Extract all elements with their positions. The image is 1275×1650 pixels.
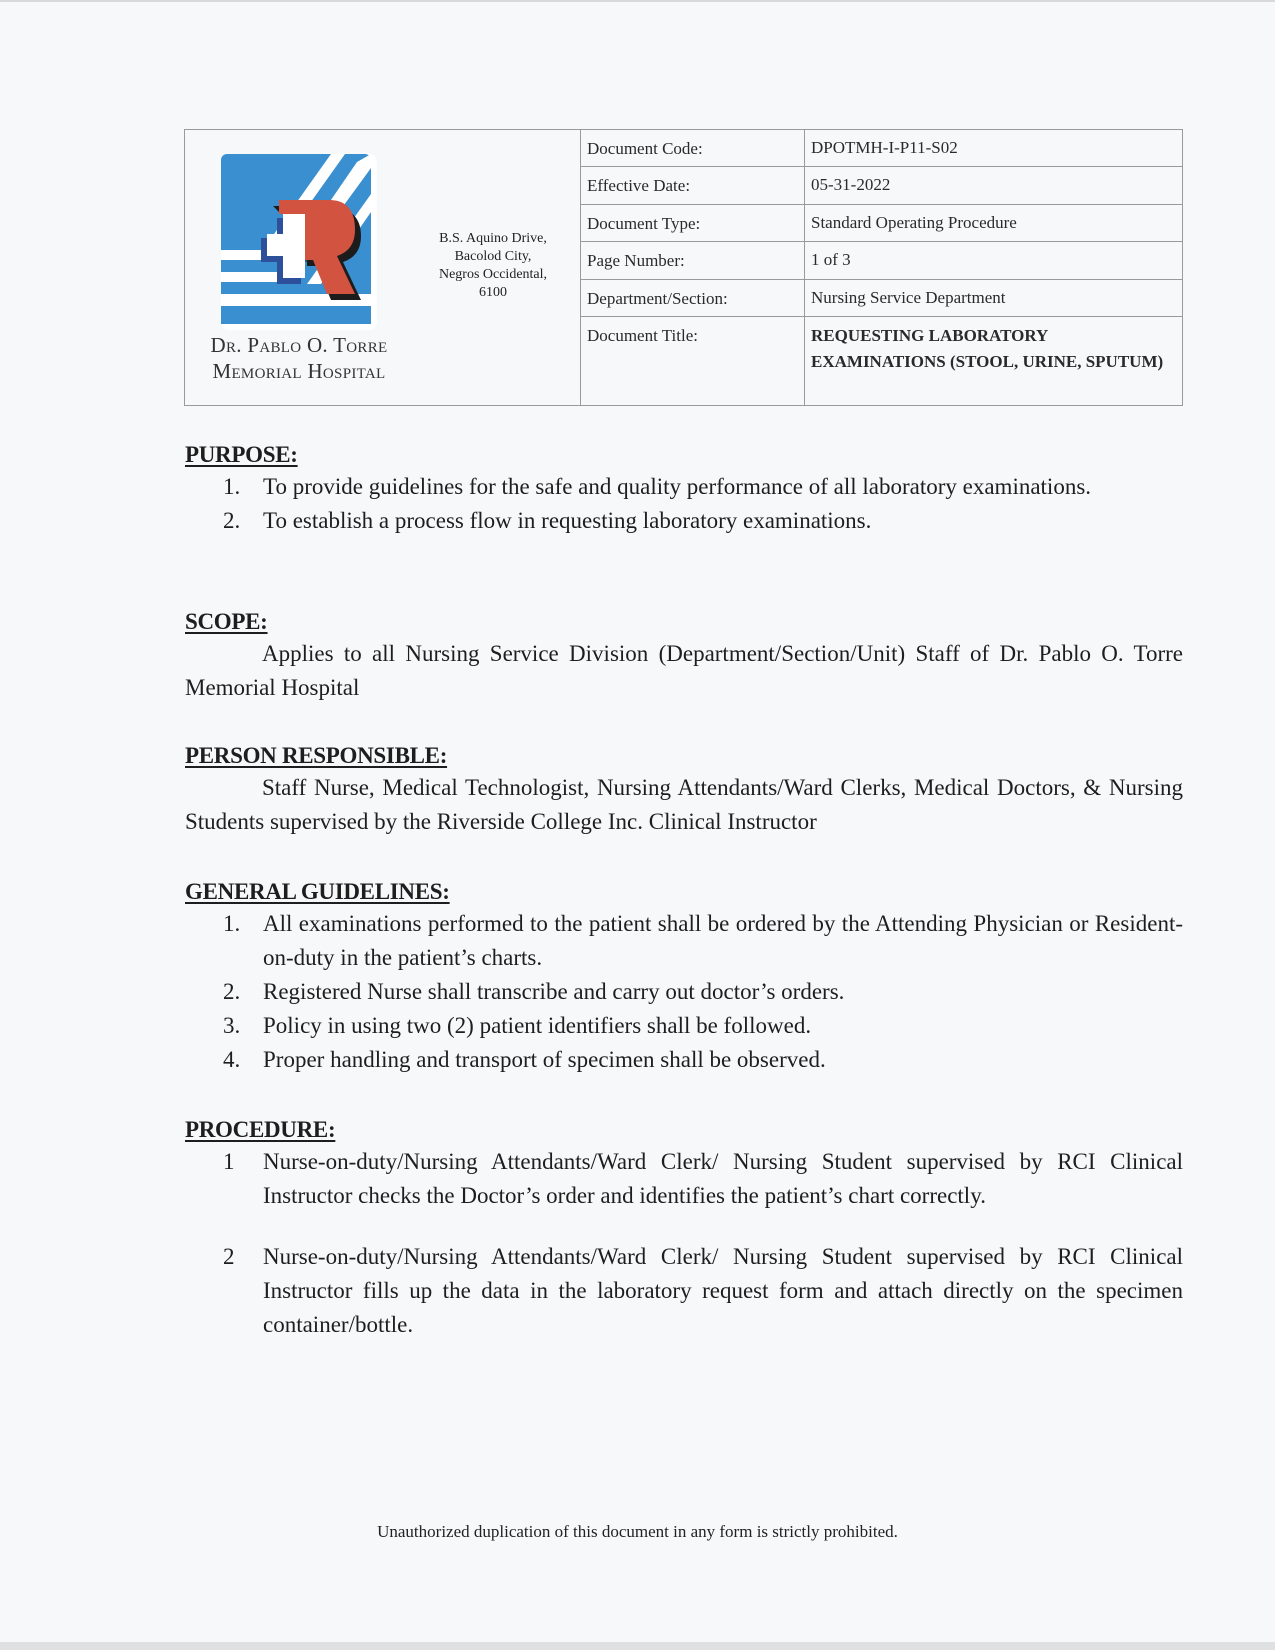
list-text: Policy in using two (2) patient identifiers shall be followed. <box>263 1013 812 1038</box>
list-text: To provide guidelines for the safe and quality performance of all laboratory examinations. <box>263 474 1092 499</box>
list-number: 1 <box>223 1149 235 1174</box>
doc-code-label: Document Code: <box>581 130 805 166</box>
list-text: Nurse-on-duty/Nursing Attendants/Ward Clerk/ Nursing Student supervised by RCI Clinical Instructor checks the Doctor’s order and identifies the patient’s chart correctly. <box>263 1149 1183 1208</box>
page-number-value: 1 of 3 <box>811 250 851 269</box>
doc-field-row <box>581 130 1182 167</box>
effective-date-value: 05-31-2022 <box>811 175 891 194</box>
department-value: Nursing Service Department <box>811 288 1006 307</box>
page-bottom-edge <box>0 1642 1275 1650</box>
doc-field-row <box>581 242 1182 280</box>
general-guidelines-heading: GENERAL GUIDELINES: <box>185 879 450 904</box>
person-responsible-heading: PERSON RESPONSIBLE: <box>185 743 448 768</box>
list-text: All examinations performed to the patient shall be ordered by the Attending Physician or Resident-on-duty in the patient’s charts. <box>263 911 1183 970</box>
list-item <box>185 470 1183 504</box>
purpose-section <box>185 440 1183 538</box>
list-item <box>185 907 1183 975</box>
procedure-list <box>185 1145 1183 1342</box>
scope-heading: SCOPE: <box>185 609 268 634</box>
doc-type-value: Standard Operating Procedure <box>811 213 1017 232</box>
list-item <box>185 1043 1183 1077</box>
doc-title-label: Document Title: <box>581 317 805 405</box>
address-line: Negros Occidental, <box>438 267 548 282</box>
list-number: 2. <box>223 508 241 533</box>
list-item <box>185 975 1183 1009</box>
guidelines-list <box>185 907 1183 1077</box>
list-item <box>185 1240 1183 1342</box>
document-info-cells <box>581 130 1182 405</box>
address-line: 6100 <box>479 285 507 300</box>
hospital-name <box>189 332 409 384</box>
effective-date-label: Effective Date: <box>581 167 805 204</box>
doc-field-row <box>581 205 1182 242</box>
doc-field-row <box>581 280 1182 317</box>
person-responsible-section <box>185 741 1183 839</box>
list-number: 2. <box>223 979 241 1004</box>
document-header-table <box>184 129 1183 406</box>
list-text: Proper handling and transport of specimen shall be observed. <box>263 1047 826 1072</box>
hospital-address <box>413 230 573 302</box>
hospital-name-line1: Dr. Pablo O. Torre <box>210 333 388 357</box>
list-number: 1. <box>223 474 241 499</box>
list-number: 4. <box>223 1047 241 1072</box>
doc-code-value: DPOTMH-I-P11-S02 <box>811 138 958 157</box>
doc-field-row <box>581 167 1182 205</box>
doc-type-label: Document Type: <box>581 205 805 241</box>
page-top-edge <box>0 0 1275 2</box>
footer-disclaimer: Unauthorized duplication of this document in any form is strictly prohibited. <box>377 1522 898 1541</box>
page-number-label: Page Number: <box>581 242 805 279</box>
hospital-identity-cell <box>185 130 581 405</box>
list-text: To establish a process flow in requesting laboratory examinations. <box>263 508 872 533</box>
procedure-heading: PROCEDURE: <box>185 1117 336 1142</box>
procedure-section <box>185 1115 1183 1369</box>
purpose-list <box>185 470 1183 538</box>
person-responsible-text: Staff Nurse, Medical Technologist, Nursing Attendants/Ward Clerks, Medical Doctors, & Nursing Students supervised by the Riverside College Inc. Clinical Instructor <box>185 775 1183 834</box>
hospital-logo-cross-r-icon <box>221 154 377 330</box>
scope-section <box>185 607 1183 705</box>
list-text: Registered Nurse shall transcribe and carry out doctor’s orders. <box>263 979 845 1004</box>
address-line: Bacolod City, <box>454 249 532 264</box>
list-item <box>185 1009 1183 1043</box>
list-item <box>185 1145 1183 1213</box>
purpose-heading: PURPOSE: <box>185 442 298 467</box>
list-number: 3. <box>223 1013 241 1038</box>
department-label: Department/Section: <box>581 280 805 316</box>
doc-title-value: REQUESTING LABORATORY EXAMINATIONS (STOOL, URINE, SPUTUM) <box>811 326 1164 371</box>
list-item <box>185 504 1183 538</box>
scope-text: Applies to all Nursing Service Division (Department/Section/Unit) Staff of Dr. Pablo O. Torre Memorial Hospital <box>185 641 1183 700</box>
list-number: 2 <box>223 1244 235 1269</box>
general-guidelines-section <box>185 877 1183 1077</box>
address-line: B.S. Aquino Drive, <box>439 231 547 246</box>
doc-field-row <box>581 317 1182 405</box>
hospital-name-line2: Memorial Hospital <box>212 359 386 383</box>
list-text: Nurse-on-duty/Nursing Attendants/Ward Clerk/ Nursing Student supervised by RCI Clinical Instructor fills up the data in the laboratory request form and attach directly on the specimen container/bottle. <box>263 1244 1183 1337</box>
list-number: 1. <box>223 911 241 936</box>
